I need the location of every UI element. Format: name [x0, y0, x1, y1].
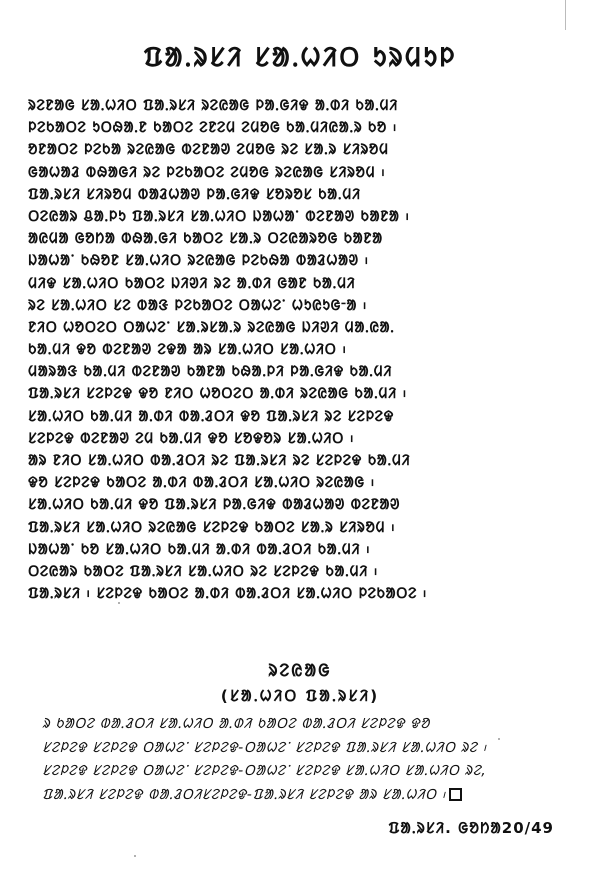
paragraph-line: ᱥᱮᱞᱮᱫ ᱵᱮᱱᱟᱣ ᱮᱢ ᱠᱟᱹᱢᱤ ᱫᱚ ᱥᱚᱫᱚᱨ ᱥᱟᱹᱦᱤᱛ ᱾ — [28, 430, 355, 447]
paragraph-line: ᱯᱟᱹᱨᱥᱤ ᱥᱟᱹᱦᱤᱛ ᱨᱮᱭᱟᱜ ᱥᱮᱞᱮᱫ ᱠᱟᱛᱮ ᱥᱟᱹᱨ ᱥᱤᱨᱚᱢ ᱾ — [28, 519, 396, 536]
paragraph-line: ᱱᱤᱛ ᱦᱚᱛᱮᱛ ᱛᱟᱦᱮᱸ ᱥᱟᱹᱨᱥᱟᱹᱨ ᱨᱮᱭᱟᱜ ᱡᱤᱣᱤ ᱢᱟᱹᱭᱟᱹ — [28, 319, 395, 336]
paragraph-line: ᱞᱮᱠᱟᱛᱮ ᱩᱛᱷᱟᱹᱱ ᱠᱟᱛᱮ ᱮᱱᱮᱢ ᱮᱢᱚᱜ ᱠᱟᱹᱢᱤᱭᱟᱹᱨ ᱠᱚ ᱾ — [28, 120, 398, 137]
verse-line-text: ᱨ ᱠᱟᱛᱮ ᱵᱟᱹᱲᱛᱤ ᱥᱟᱹᱦᱤᱛ ᱟᱹᱰᱤ ᱠᱟᱛᱮ ᱵᱟᱹᱲᱛᱤ ᱥᱮᱞᱮᱫ ᱫᱚ — [42, 716, 430, 732]
verse-line — [42, 784, 562, 808]
paragraph-line: ᱡᱟᱦᱟᱸ ᱠᱚ ᱥᱟᱹᱦᱤᱛ ᱠᱟᱹᱢᱤ ᱟᱹᱰᱤ ᱵᱟᱹᱲᱛᱤ ᱠᱟᱹᱢᱤ ᱾ — [28, 541, 371, 558]
paragraph-line: ᱥᱟᱹᱦᱤᱛ ᱠᱟᱹᱢᱤ ᱟᱹᱰᱤ ᱵᱟᱹᱲᱛᱤ ᱫᱚ ᱯᱟᱹᱨᱥᱤ ᱨᱮ ᱥᱮᱞᱮᱫ — [28, 408, 394, 425]
paragraph-line: ᱯᱟᱹᱨᱥᱤ ᱥᱤᱨᱚᱢ ᱵᱟᱲᱦᱟᱣ ᱞᱟᱹᱜᱤᱫ ᱥᱚᱨᱚᱥ ᱠᱟᱹᱢᱤ — [28, 186, 361, 203]
paragraph-line: ᱜᱟᱦᱟᱲ ᱵᱷᱟᱜᱤ ᱨᱮ ᱞᱮᱠᱟᱛᱮ ᱮᱢᱚᱜ ᱨᱮᱭᱟᱜ ᱥᱤᱨᱚᱢ ᱾ — [28, 164, 386, 181]
speck — [134, 855, 136, 857]
paragraph-line: ᱟᱨ ᱱᱤᱛ ᱥᱟᱹᱦᱤᱛ ᱵᱟᱹᱲᱛᱤ ᱨᱮ ᱯᱟᱹᱨᱥᱤ ᱨᱮ ᱥᱮᱞᱮᱫ ᱠᱟᱹᱢᱤ — [28, 453, 411, 469]
paragraph-line: ᱫᱚ ᱥᱮᱞᱮᱫ ᱠᱟᱛᱮ ᱟᱹᱰᱤ ᱵᱟᱹᱲᱛᱤ ᱥᱟᱹᱦᱤᱛ ᱨᱮᱭᱟᱜ ᱾ — [28, 475, 375, 492]
verse-line — [42, 760, 562, 784]
paragraph-line: ᱡᱟᱦᱟᱸ ᱠᱷᱚᱱ ᱥᱟᱹᱦᱤᱛ ᱨᱮᱭᱟᱜ ᱞᱮᱠᱷᱟ ᱵᱟᱲᱦᱟᱣ ᱾ — [28, 253, 369, 270]
document-title: ᱯᱟᱹᱨᱥᱤ ᱥᱟᱹᱦᱤᱛ ᱩᱨᱢᱩᱞ — [143, 43, 457, 73]
paragraph-line: ᱨᱮᱱᱟᱜ ᱥᱟᱹᱦᱤᱛ ᱯᱟᱹᱨᱥᱤ ᱨᱮᱭᱟᱜ ᱞᱟᱹᱜᱤᱫ ᱟᱹᱰᱤ ᱠᱟᱹᱢᱤ — [28, 98, 398, 114]
paragraph-line: ᱚᱱᱟᱛᱮ ᱞᱮᱠᱟ ᱨᱮᱭᱟᱜ ᱵᱮᱱᱟᱣ ᱮᱢᱚᱜ ᱨᱮ ᱥᱟᱹᱨ ᱥᱤᱨᱚᱢ — [28, 142, 389, 159]
end-mark-icon — [449, 788, 462, 801]
paragraph-line: ᱟᱭᱢᱟ ᱜᱚᱴᱟ ᱵᱷᱟᱹᱜᱤ ᱠᱟᱛᱮ ᱥᱟᱹᱨ ᱛᱮᱭᱟᱨᱚᱜ ᱠᱟᱱᱟ — [28, 231, 383, 248]
verse-line-text: ᱥᱮᱞᱮᱫ ᱥᱮᱞᱮᱫ ᱛᱟᱦᱮᱸ ᱥᱮᱞᱮᱫ-ᱛᱟᱦᱮᱸ ᱥᱮᱞᱮᱫ ᱥᱟᱹᱦᱤᱛ ᱥᱟᱹᱦᱤᱛ ᱨᱮ, — [42, 763, 487, 779]
paragraph-line: ᱠᱟᱹᱢᱤ ᱫᱚ ᱵᱮᱱᱟᱣ ᱮᱫᱟ ᱟᱨ ᱥᱟᱹᱦᱤᱛ ᱥᱟᱹᱦᱤᱛ ᱾ — [28, 342, 347, 359]
verse-block — [42, 713, 562, 807]
paragraph-line: ᱛᱮᱭᱟᱨ ᱠᱟᱛᱮ ᱯᱟᱹᱨᱥᱤ ᱥᱟᱹᱦᱤᱛ ᱨᱮ ᱥᱮᱞᱮᱫ ᱠᱟᱹᱢᱤ ᱾ — [28, 563, 379, 580]
paragraph-line: ᱥᱟᱹᱦᱤᱛ ᱠᱟᱹᱢᱤ ᱫᱚ ᱯᱟᱹᱨᱥᱤ ᱞᱟᱹᱜᱤᱫ ᱵᱟᱲᱦᱟᱣ ᱵᱮᱱᱟᱣ — [28, 497, 401, 514]
section-heading: ᱨᱮᱭᱟᱜ — [268, 661, 332, 681]
speck — [118, 602, 120, 604]
paragraph-line: ᱯᱟᱹᱨᱥᱤ ᱾ ᱥᱮᱞᱮᱫ ᱠᱟᱛᱮ ᱟᱹᱰᱤ ᱵᱟᱹᱲᱛᱤ ᱥᱟᱹᱦᱤᱛ ᱞᱮᱠᱟᱛᱮ ᱾ — [28, 586, 428, 603]
paragraph-line: ᱯᱟᱹᱨᱥᱤ ᱥᱮᱞᱮᱫ ᱫᱚ ᱱᱤᱛ ᱦᱚᱛᱮᱛ ᱟᱹᱰᱤ ᱨᱮᱭᱟᱜ ᱠᱟᱹᱢᱤ ᱾ — [28, 386, 408, 403]
signature-line: ᱯᱟᱹᱨᱥᱤ. ᱜᱚᱴᱟ20/49 — [388, 819, 554, 837]
paragraph-line: ᱢᱤᱫ ᱥᱟᱹᱦᱤᱛ ᱠᱟᱛᱮ ᱡᱤᱣᱤ ᱨᱮ ᱟᱹᱰᱤ ᱜᱟᱱ ᱠᱟᱹᱢᱤ — [28, 275, 356, 292]
paragraph-line: ᱨᱮ ᱥᱟᱹᱦᱤᱛ ᱥᱮ ᱵᱟᱝ ᱞᱮᱠᱟᱛᱮ ᱛᱟᱦᱮᱸ ᱦᱩᱭᱩᱜᱼᱟ ᱾ — [28, 297, 368, 314]
verse-line — [42, 737, 562, 761]
page-edge-mark — [565, 0, 566, 30]
speck — [498, 738, 500, 740]
verse-line — [42, 713, 562, 737]
body-paragraph — [28, 95, 568, 605]
section-subheading: (ᱥᱟᱹᱦᱤᱛ ᱯᱟᱹᱨᱥᱤ) — [220, 687, 380, 705]
verse-line-text: ᱥᱮᱞᱮᱫ ᱥᱮᱞᱮᱫ ᱛᱟᱦᱮᱸ ᱥᱮᱞᱮᱫ-ᱛᱟᱦᱮᱸ ᱥᱮᱞᱮᱫ ᱯᱟᱹᱨᱥᱤ ᱥᱟᱹᱦᱤᱛ ᱨᱮ ᱾ — [42, 739, 487, 756]
paragraph-line: ᱢᱟᱨᱟᱝ ᱠᱟᱹᱢᱤ ᱵᱮᱱᱟᱣ ᱠᱟᱱᱟ ᱠᱷᱟᱹᱞᱤ ᱞᱟᱹᱜᱤᱫ ᱠᱟᱹᱢᱤ — [28, 364, 393, 381]
verse-line-text: ᱯᱟᱹᱨᱥᱤ ᱥᱮᱞᱮᱫ ᱵᱟᱹᱲᱛᱤᱥᱮᱞᱮᱫ-ᱯᱟᱹᱨᱥᱤ ᱥᱮᱞᱮᱫ ᱟᱨ ᱥᱟᱹᱦᱤᱛ ᱾ — [42, 786, 446, 803]
paragraph-line: ᱛᱮᱭᱟᱨ ᱪᱟᱹᱞᱩ ᱯᱟᱹᱨᱥᱤ ᱥᱟᱹᱦᱤᱛ ᱡᱟᱦᱟᱸ ᱵᱮᱱᱟᱣ ᱠᱟᱱᱟ ᱾ — [28, 208, 410, 225]
